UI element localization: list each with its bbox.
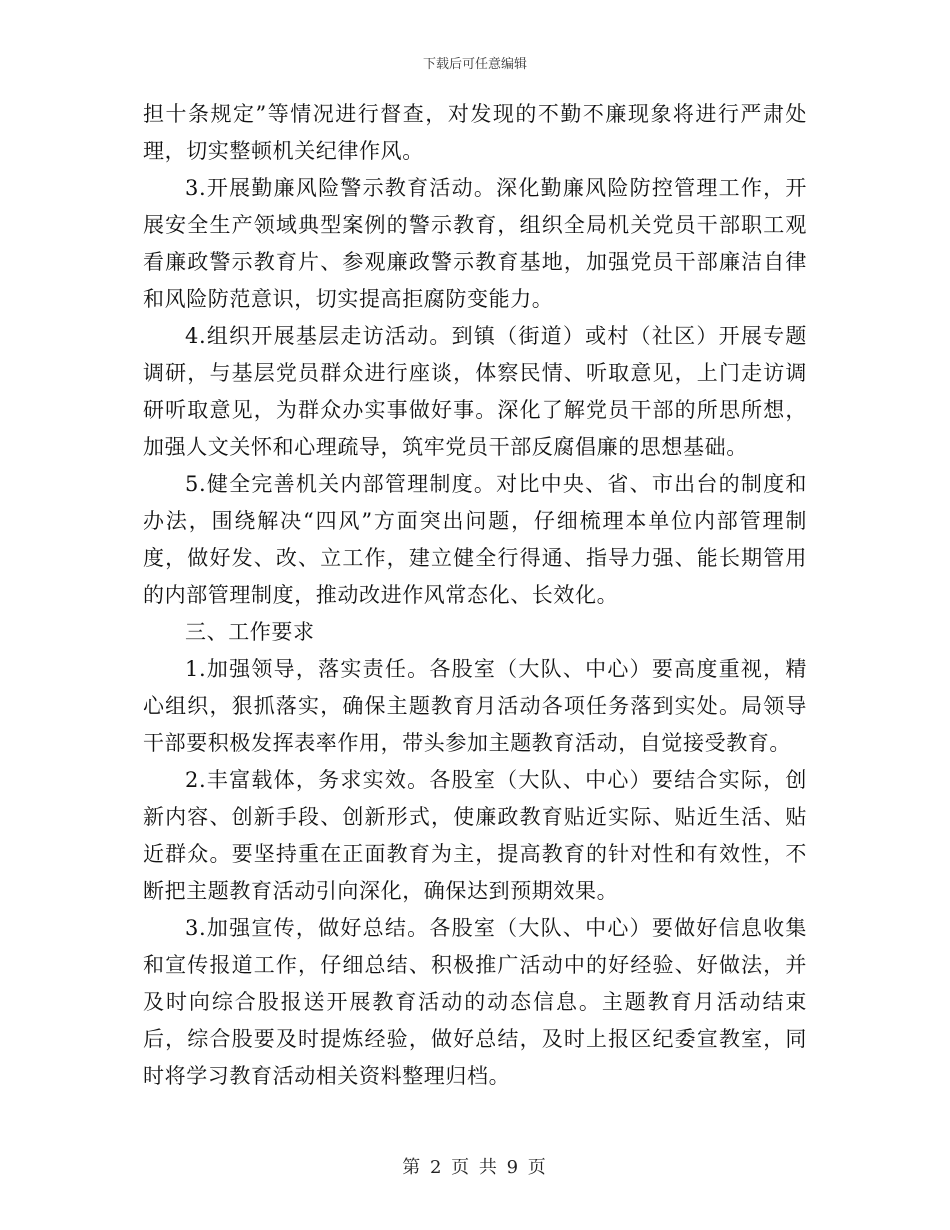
section-heading-work-requirements: 三、工作要求: [185, 620, 315, 644]
paragraph-6: 1.加强领导，落实责任。各股室（大队、中心）要高度重视，精心组织，狠抓落实，确保主题教育月活动各项任务落到实处。局领导干部要积极发挥表率作用，带头参加主题教育活动，自觉接受教育。: [143, 657, 807, 755]
header-note: 下载后可任意编辑: [422, 57, 527, 72]
paragraph-3: 4.组织开展基层走访活动。到镇（街道）或村（社区）开展专题调研，与基层党员群众进行座谈，体察民情、听取意见，上门走访调研听取意见，为群众办实事做好事。深化了解党员干部的所思所想，加强人文关怀和心理疏导，筑牢党员干部反腐倡廉的思想基础。: [143, 324, 807, 459]
paragraph-4: 5.健全完善机关内部管理制度。对比中央、省、市出台的制度和办法，围绕解决“四风”方面突出问题，仔细梳理本单位内部管理制度，做好发、改、立工作，建立健全行得通、指导力强、能长期管用的内部管理制度，推动改进作风常态化、长效化。: [143, 472, 807, 607]
page-number: 第 2 页 共 9 页: [402, 1157, 548, 1178]
paragraph-2: 3.开展勤廉风险警示教育活动。深化勤廉风险防控管理工作，开展安全生产领域典型案例的警示教育，组织全局机关党员干部职工观看廉政警示教育片、参观廉政警示教育基地，加强党员干部廉洁自律和风险防范意识，切实提高拒腐防变能力。: [143, 176, 807, 311]
document-body: [143, 96, 807, 1095]
paragraph-1: 担十条规定”等情况进行督查，对发现的不勤不廉现象将进行严肃处理，切实整顿机关纪律作风。: [143, 102, 807, 163]
paragraph-7: 2.丰富载体，务求实效。各股室（大队、中心）要结合实际，创新内容、创新手段、创新形式，使廉政教育贴近实际、贴近生活、贴近群众。要坚持重在正面教育为主，提高教育的针对性和有效性，不断把主题教育活动引向深化，确保达到预期效果。: [143, 768, 807, 903]
paragraph-8: 3.加强宣传，做好总结。各股室（大队、中心）要做好信息收集和宣传报道工作，仔细总结、积极推广活动中的好经验、好做法，并及时向综合股报送开展教育活动的动态信息。主题教育月活动结束后，综合股要及时提炼经验，做好总结，及时上报区纪委宣教室，同时将学习教育活动相关资料整理归档。: [143, 916, 807, 1088]
